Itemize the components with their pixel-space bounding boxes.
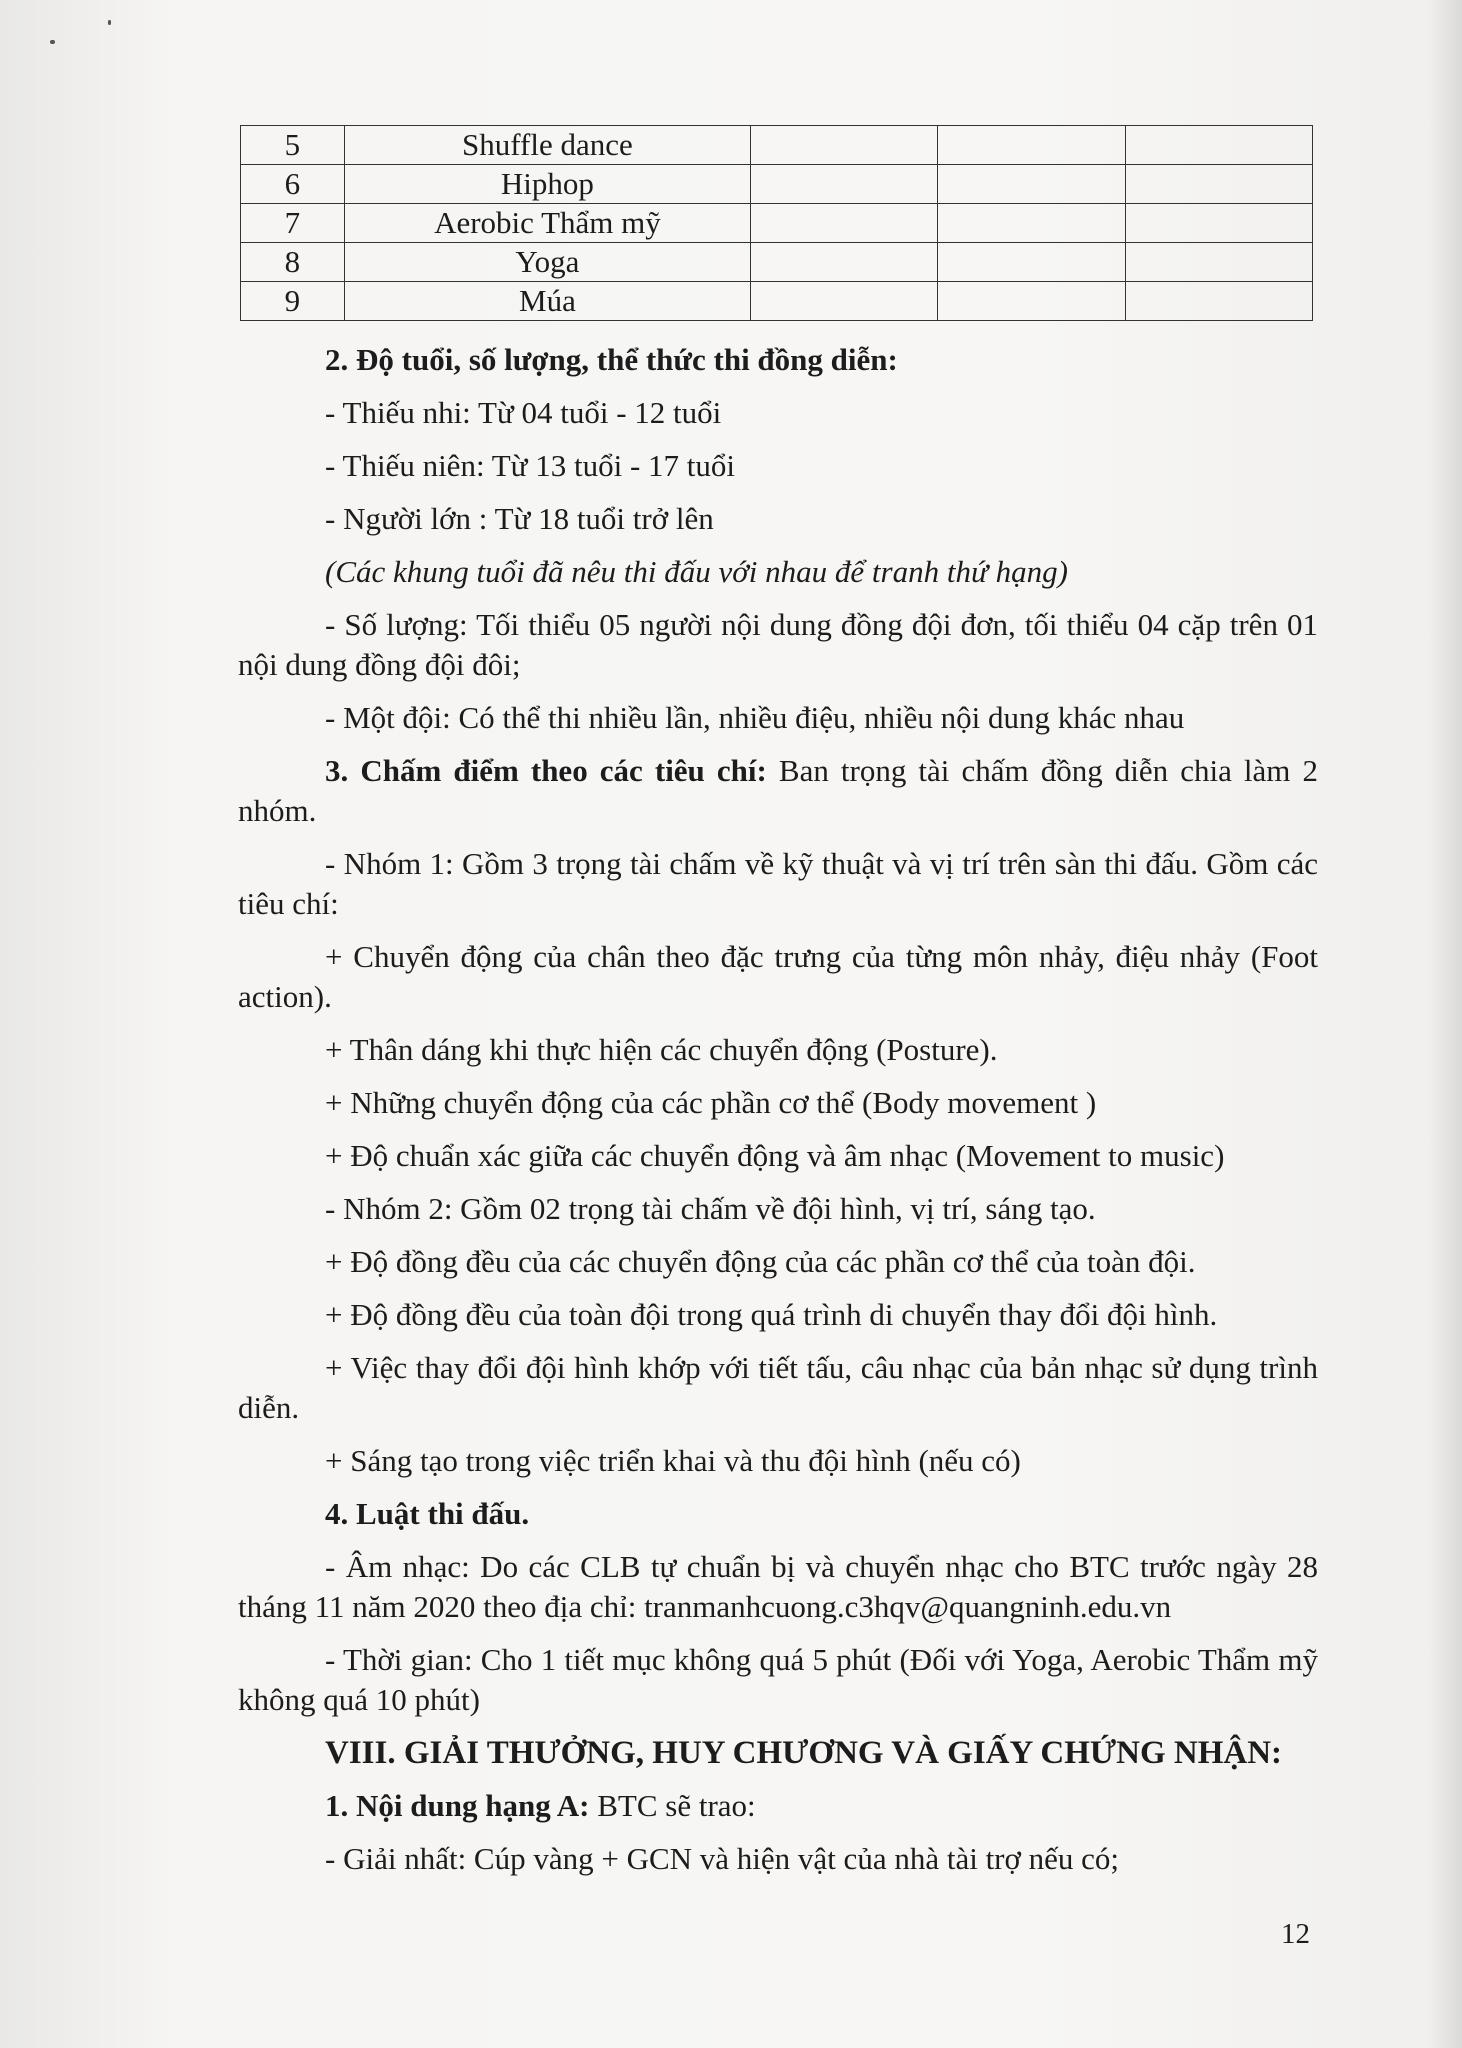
paragraph: - Âm nhạc: Do các CLB tự chuẩn bị và chuyển nhạc cho BTC trước ngày 28 tháng 11 năm 2020 theo địa chỉ: tranmanhcuong.c3hqv@quangninh.edu.vn [238,1549,1318,1624]
page-edge-shadow [1428,0,1462,2048]
empty-cell [1125,204,1312,243]
empty-cell [751,204,938,243]
row-number: 8 [241,243,345,282]
section-heading: 3. Chấm điểm theo các tiêu chí: [325,753,767,788]
empty-cell [751,243,938,282]
dance-style: Múa [344,282,750,321]
empty-cell [938,126,1125,165]
criterion: + Chuyển động của chân theo đặc trưng của từng môn nhảy, điệu nhảy (Foot action). [238,939,1318,1014]
empty-cell [938,243,1125,282]
subsection-heading: 1. Nội dung hạng A: [325,1788,590,1823]
note: (Các khung tuổi đã nêu thi đấu với nhau để tranh thứ hạng) [325,554,1068,589]
empty-cell [1125,126,1312,165]
criterion: + Việc thay đổi đội hình khớp với tiết tấu, câu nhạc của bản nhạc sử dụng trình diễn. [238,1350,1318,1425]
paragraph-text: BTC sẽ trao: [589,1788,756,1823]
table-row [241,243,1313,282]
paragraph-text: Ban trọng tài chấm đồng diễn chia làm 2 nhóm. [238,753,1318,828]
chapter-heading: VIII. GIẢI THƯỞNG, HUY CHƯƠNG VÀ GIẤY CHỨNG NHẬN: [325,1735,1283,1771]
table-row [241,165,1313,204]
row-number: 6 [241,165,345,204]
criterion: + Độ đồng đều của toàn đội trong quá trình di chuyển thay đổi đội hình. [325,1297,1218,1332]
empty-cell [938,204,1125,243]
empty-cell [938,282,1125,321]
row-number: 7 [241,204,345,243]
criterion: + Độ chuẩn xác giữa các chuyển động và âm nhạc (Movement to music) [325,1138,1225,1173]
document-body [238,340,1318,1892]
paragraph: - Thiếu nhi: Từ 04 tuổi - 12 tuổi [325,395,722,430]
row-number: 5 [241,126,345,165]
empty-cell [1125,165,1312,204]
empty-cell [1125,282,1312,321]
paragraph: - Số lượng: Tối thiểu 05 người nội dung đồng đội đơn, tối thiểu 04 cặp trên 01 nội dung đồng đội đôi; [238,607,1318,682]
paragraph [238,751,1318,831]
section-heading: 2. Độ tuổi, số lượng, thể thức thi đồng diễn: [325,342,898,377]
dance-style: Hiphop [344,165,750,204]
paragraph: - Thiếu niên: Từ 13 tuổi - 17 tuổi [325,448,736,483]
paragraph: - Nhóm 2: Gồm 02 trọng tài chấm về đội hình, vị trí, sáng tạo. [325,1191,1096,1226]
paragraph: - Giải nhất: Cúp vàng + GCN và hiện vật của nhà tài trợ nếu có; [325,1841,1120,1876]
empty-cell [938,165,1125,204]
empty-cell [751,282,938,321]
criterion: + Sáng tạo trong việc triển khai và thu đội hình (nếu có) [325,1443,1021,1478]
paragraph: - Nhóm 1: Gồm 3 trọng tài chấm về kỹ thuật và vị trí trên sàn thi đấu. Gồm các tiêu chí: [238,846,1318,921]
row-number: 9 [241,282,345,321]
criterion: + Độ đồng đều của các chuyển động của các phần cơ thể của toàn đội. [325,1244,1196,1279]
table-row [241,204,1313,243]
empty-cell [1125,243,1312,282]
paragraph: - Một đội: Có thể thi nhiều lần, nhiều điệu, nhiều nội dung khác nhau [325,700,1185,735]
dance-style: Aerobic Thẩm mỹ [344,204,750,243]
table-row [241,126,1313,165]
paragraph: - Người lớn : Từ 18 tuổi trở lên [325,501,714,536]
empty-cell [751,165,938,204]
dance-style: Yoga [344,243,750,282]
speck [108,20,111,25]
paragraph [238,1786,1318,1826]
speck [50,40,55,44]
table-row [241,282,1313,321]
page-number: 12 [1281,1918,1310,1950]
criterion: + Thân dáng khi thực hiện các chuyển động (Posture). [325,1032,998,1067]
empty-cell [751,126,938,165]
dance-styles-table [240,125,1313,321]
paragraph: - Thời gian: Cho 1 tiết mục không quá 5 phút (Đối với Yoga, Aerobic Thẩm mỹ không quá 10 phút) [238,1642,1318,1717]
dance-style: Shuffle dance [344,126,750,165]
section-heading: 4. Luật thi đấu. [325,1496,530,1531]
criterion: + Những chuyển động của các phần cơ thể (Body movement ) [325,1085,1097,1120]
